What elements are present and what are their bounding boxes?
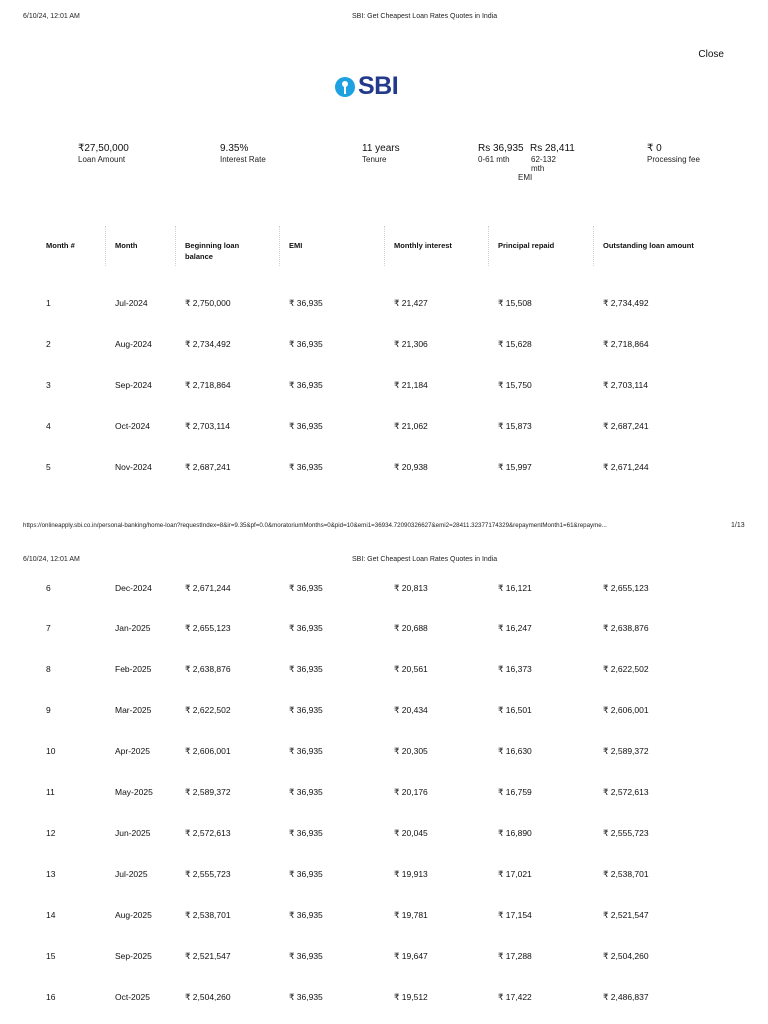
cell-outstanding-amount: ₹ 2,655,123 <box>603 583 649 593</box>
cell-monthly-interest: ₹ 20,688 <box>394 623 428 633</box>
header-emi: EMI <box>289 241 303 250</box>
cell-emi: ₹ 36,935 <box>289 339 323 349</box>
cell-monthly-interest: ₹ 21,306 <box>394 339 428 349</box>
cell-principal-repaid: ₹ 16,373 <box>498 664 532 674</box>
cell-month: Jan-2025 <box>115 623 151 633</box>
cell-monthly-interest: ₹ 21,184 <box>394 380 428 390</box>
cell-month-number: 12 <box>46 828 56 838</box>
table-row <box>0 421 768 435</box>
cell-emi: ₹ 36,935 <box>289 421 323 431</box>
cell-emi: ₹ 36,935 <box>289 380 323 390</box>
table-row <box>0 380 768 394</box>
cell-month: Jul-2024 <box>115 298 148 308</box>
cell-emi: ₹ 36,935 <box>289 298 323 308</box>
cell-monthly-interest: ₹ 20,813 <box>394 583 428 593</box>
cell-monthly-interest: ₹ 19,647 <box>394 951 428 961</box>
cell-month: Sep-2024 <box>115 380 152 390</box>
table-row <box>0 298 768 312</box>
sbi-keyhole-icon <box>335 77 355 97</box>
cell-monthly-interest: ₹ 20,305 <box>394 746 428 756</box>
cell-month-number: 1 <box>46 298 51 308</box>
header-beginning-balance: Beginning loan balance <box>185 241 240 261</box>
cell-month-number: 8 <box>46 664 51 674</box>
cell-month-number: 14 <box>46 910 56 920</box>
cell-outstanding-amount: ₹ 2,572,613 <box>603 787 649 797</box>
cell-monthly-interest: ₹ 19,913 <box>394 869 428 879</box>
cell-outstanding-amount: ₹ 2,521,547 <box>603 910 649 920</box>
table-row <box>0 746 768 760</box>
cell-emi: ₹ 36,935 <box>289 951 323 961</box>
cell-month-number: 7 <box>46 623 51 633</box>
emi-period-1: 0-61 mth <box>478 155 510 164</box>
cell-principal-repaid: ₹ 16,501 <box>498 705 532 715</box>
cell-beginning-balance: ₹ 2,622,502 <box>185 705 231 715</box>
header-monthly-interest: Monthly interest <box>394 241 452 250</box>
cell-month-number: 13 <box>46 869 56 879</box>
column-divider <box>279 226 280 266</box>
cell-monthly-interest: ₹ 21,427 <box>394 298 428 308</box>
cell-beginning-balance: ₹ 2,638,876 <box>185 664 231 674</box>
cell-outstanding-amount: ₹ 2,589,372 <box>603 746 649 756</box>
loan-amount-label: Loan Amount <box>78 155 126 164</box>
print-datetime: 6/10/24, 12:01 AM <box>23 13 80 20</box>
close-button[interactable]: Close <box>698 49 724 60</box>
sbi-logo-text: SBI <box>358 72 399 100</box>
cell-principal-repaid: ₹ 16,247 <box>498 623 532 633</box>
cell-principal-repaid: ₹ 17,021 <box>498 869 532 879</box>
print-datetime: 6/10/24, 12:01 AM <box>23 556 80 563</box>
table-row <box>0 992 768 1006</box>
cell-emi: ₹ 36,935 <box>289 583 323 593</box>
cell-monthly-interest: ₹ 19,781 <box>394 910 428 920</box>
cell-emi: ₹ 36,935 <box>289 787 323 797</box>
cell-emi: ₹ 36,935 <box>289 910 323 920</box>
cell-month: Jun-2025 <box>115 828 151 838</box>
loan-amount-value: ₹27,50,000 <box>78 143 129 154</box>
interest-rate-value: 9.35% <box>220 143 249 154</box>
cell-month-number: 6 <box>46 583 51 593</box>
cell-emi: ₹ 36,935 <box>289 623 323 633</box>
cell-principal-repaid: ₹ 17,288 <box>498 951 532 961</box>
print-page-title: SBI: Get Cheapest Loan Rates Quotes in India <box>352 556 498 563</box>
cell-beginning-balance: ₹ 2,734,492 <box>185 339 231 349</box>
header-month-number: Month # <box>46 241 75 250</box>
cell-month-number: 3 <box>46 380 51 390</box>
print-footer-url: https://onlineapply.sbi.co.in/personal-banking/home-loan?requestIndex=8&ir=9.35&pf=0.0&moratoriumMonths=0&pid=10&emi1=36934.72090326627&emi2=28411.32377174329&repaymentMonth1=61&repayme... <box>23 522 607 529</box>
cell-principal-repaid: ₹ 15,508 <box>498 298 532 308</box>
table-row <box>0 462 768 476</box>
table-row <box>0 787 768 801</box>
cell-outstanding-amount: ₹ 2,671,244 <box>603 462 649 472</box>
cell-outstanding-amount: ₹ 2,687,241 <box>603 421 649 431</box>
cell-outstanding-amount: ₹ 2,703,114 <box>603 380 648 390</box>
tenure-label: Tenure <box>362 155 387 164</box>
cell-outstanding-amount: ₹ 2,504,260 <box>603 951 649 961</box>
cell-beginning-balance: ₹ 2,671,244 <box>185 583 231 593</box>
cell-month: Dec-2024 <box>115 583 152 593</box>
cell-month: Feb-2025 <box>115 664 152 674</box>
header-principal-repaid: Principal repaid <box>498 241 555 250</box>
cell-beginning-balance: ₹ 2,703,114 <box>185 421 230 431</box>
header-month: Month <box>115 241 138 250</box>
processing-fee-value: ₹ 0 <box>647 143 662 154</box>
cell-month: Apr-2025 <box>115 746 150 756</box>
cell-outstanding-amount: ₹ 2,555,723 <box>603 828 649 838</box>
cell-outstanding-amount: ₹ 2,538,701 <box>603 869 649 879</box>
cell-beginning-balance: ₹ 2,655,123 <box>185 623 231 633</box>
emi-period-2: 62-132 <box>531 155 556 164</box>
cell-outstanding-amount: ₹ 2,622,502 <box>603 664 649 674</box>
cell-month: Nov-2024 <box>115 462 152 472</box>
cell-monthly-interest: ₹ 21,062 <box>394 421 428 431</box>
sbi-logo <box>334 72 406 102</box>
cell-principal-repaid: ₹ 16,630 <box>498 746 532 756</box>
cell-beginning-balance: ₹ 2,606,001 <box>185 746 231 756</box>
cell-emi: ₹ 36,935 <box>289 828 323 838</box>
print-page-title: SBI: Get Cheapest Loan Rates Quotes in India <box>352 13 498 20</box>
emi-value-2: Rs 28,411 <box>530 143 575 154</box>
cell-principal-repaid: ₹ 15,750 <box>498 380 532 390</box>
cell-principal-repaid: ₹ 15,628 <box>498 339 532 349</box>
cell-principal-repaid: ₹ 15,997 <box>498 462 532 472</box>
cell-outstanding-amount: ₹ 2,638,876 <box>603 623 649 633</box>
cell-month-number: 9 <box>46 705 51 715</box>
cell-principal-repaid: ₹ 15,873 <box>498 421 532 431</box>
cell-beginning-balance: ₹ 2,572,613 <box>185 828 231 838</box>
table-row <box>0 910 768 924</box>
cell-month-number: 5 <box>46 462 51 472</box>
column-divider <box>175 226 176 266</box>
interest-rate-label: Interest Rate <box>220 155 266 164</box>
cell-month-number: 4 <box>46 421 51 431</box>
cell-beginning-balance: ₹ 2,521,547 <box>185 951 231 961</box>
cell-month: Oct-2024 <box>115 421 150 431</box>
cell-principal-repaid: ₹ 16,759 <box>498 787 532 797</box>
cell-beginning-balance: ₹ 2,718,864 <box>185 380 231 390</box>
emi-label: EMI <box>518 173 533 182</box>
cell-emi: ₹ 36,935 <box>289 705 323 715</box>
cell-outstanding-amount: ₹ 2,606,001 <box>603 705 649 715</box>
cell-principal-repaid: ₹ 17,154 <box>498 910 532 920</box>
cell-monthly-interest: ₹ 20,434 <box>394 705 428 715</box>
cell-principal-repaid: ₹ 17,422 <box>498 992 532 1002</box>
cell-month: May-2025 <box>115 787 153 797</box>
processing-fee-label: Processing fee <box>647 155 700 164</box>
cell-emi: ₹ 36,935 <box>289 869 323 879</box>
cell-beginning-balance: ₹ 2,538,701 <box>185 910 231 920</box>
cell-outstanding-amount: ₹ 2,486,837 <box>603 992 649 1002</box>
table-row <box>0 705 768 719</box>
cell-principal-repaid: ₹ 16,121 <box>498 583 532 593</box>
cell-month: Sep-2025 <box>115 951 152 961</box>
cell-beginning-balance: ₹ 2,555,723 <box>185 869 231 879</box>
header-outstanding-amount: Outstanding loan amount <box>603 241 694 250</box>
column-divider <box>593 226 594 266</box>
table-row <box>0 664 768 678</box>
table-row <box>0 828 768 842</box>
emi-value-1: Rs 36,935 <box>478 143 524 154</box>
cell-month-number: 2 <box>46 339 51 349</box>
cell-emi: ₹ 36,935 <box>289 992 323 1002</box>
cell-month: Aug-2025 <box>115 910 152 920</box>
cell-principal-repaid: ₹ 16,890 <box>498 828 532 838</box>
cell-month: Oct-2025 <box>115 992 150 1002</box>
table-row <box>0 869 768 883</box>
column-divider <box>488 226 489 266</box>
cell-beginning-balance: ₹ 2,504,260 <box>185 992 231 1002</box>
cell-emi: ₹ 36,935 <box>289 664 323 674</box>
column-divider <box>105 226 106 266</box>
cell-month: Jul-2025 <box>115 869 148 879</box>
table-row <box>0 951 768 965</box>
cell-emi: ₹ 36,935 <box>289 746 323 756</box>
cell-month: Mar-2025 <box>115 705 152 715</box>
cell-monthly-interest: ₹ 20,561 <box>394 664 428 674</box>
cell-monthly-interest: ₹ 20,176 <box>394 787 428 797</box>
cell-month: Aug-2024 <box>115 339 152 349</box>
cell-beginning-balance: ₹ 2,687,241 <box>185 462 231 472</box>
table-row <box>0 339 768 353</box>
cell-month-number: 10 <box>46 746 56 756</box>
cell-monthly-interest: ₹ 20,938 <box>394 462 428 472</box>
table-row <box>0 583 768 597</box>
emi-period-2-unit: mth <box>531 164 545 173</box>
cell-monthly-interest: ₹ 20,045 <box>394 828 428 838</box>
cell-monthly-interest: ₹ 19,512 <box>394 992 428 1002</box>
cell-month-number: 11 <box>46 787 55 797</box>
table-row <box>0 623 768 637</box>
cell-outstanding-amount: ₹ 2,718,864 <box>603 339 649 349</box>
print-page-number: 1/13 <box>731 522 745 529</box>
cell-month-number: 15 <box>46 951 56 961</box>
cell-beginning-balance: ₹ 2,589,372 <box>185 787 231 797</box>
cell-beginning-balance: ₹ 2,750,000 <box>185 298 231 308</box>
column-divider <box>384 226 385 266</box>
tenure-value: 11 years <box>362 143 400 154</box>
cell-emi: ₹ 36,935 <box>289 462 323 472</box>
cell-month-number: 16 <box>46 992 56 1002</box>
cell-outstanding-amount: ₹ 2,734,492 <box>603 298 649 308</box>
